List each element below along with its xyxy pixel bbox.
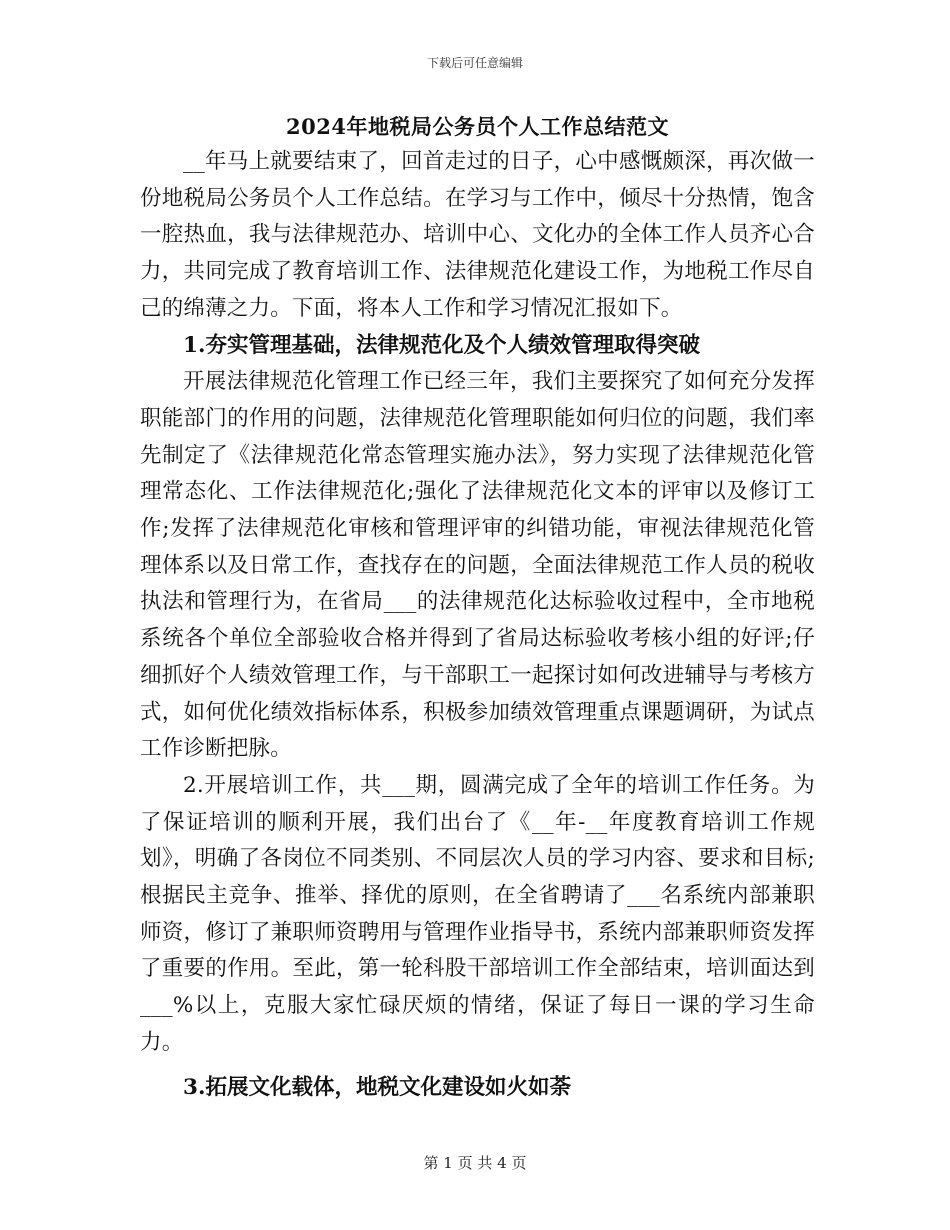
- page-number: 第 1 页 共 4 页: [423, 1154, 527, 1172]
- section-2-paragraph: 2.开展培训工作，共___期，圆满完成了全年的培训工作任务。为了保证培训的顺利开展，我们出台了《__年-__年度教育培训工作规划》，明确了各岗位不同类别、不同层次人员的学习内容、要求和目标;根据民主竞争、推举、择优的原则，在全省聘请了___名系统内部兼职师资，修订了兼职师资聘用与管理作业指导书，系统内部兼职师资发挥了重要的作用。至此，第一轮科股干部培训工作全部结束，培训面达到___%以上，克服大家忙碌厌烦的情绪，保证了每日一课的学习生命力。: [140, 772, 815, 1055]
- section-1-paragraph: 开展法律规范化管理工作已经三年，我们主要探究了如何充分发挥职能部门的作用的问题，法律规范化管理职能如何归位的问题，我们率先制定了《法律规范化常态管理实施办法》，努力实现了法律规范化管理常态化、工作法律规范化;强化了法律规范化文本的评审以及修订工作;发挥了法律规范化审核和管理评审的纠错功能，审视法律规范化管理体系以及日常工作，查找存在的问题，全面法律规范工作人员的税收执法和管理行为，在省局___的法律规范化达标验收过程中，全市地税系统各个单位全部验收合格并得到了省局达标验收考核小组的好评;仔细抓好个人绩效管理工作，与干部职工一起探讨如何改进辅导与考核方式，如何优化绩效指标体系，积极参加绩效管理重点课题调研，为试点工作诊断把脉。: [140, 369, 815, 762]
- section-1-heading: 1.夯实管理基础，法律规范化及个人绩效管理取得突破: [183, 332, 700, 358]
- document-title: 2024年地税局公务员个人工作总结范文: [286, 114, 669, 139]
- intro-paragraph: __年马上就要结束了，回首走过的日子，心中感慨颇深，再次做一份地税局公务员个人工作总结。在学习与工作中，倾尽十分热情，饱含一腔热血，我与法律规范办、培训中心、文化办的全体工作人员齐心合力，共同完成了教育培训工作、法律规范化建设工作，为地税工作尽自己的绵薄之力。下面，将本人工作和学习情况汇报如下。: [140, 149, 815, 321]
- document-body: [140, 112, 815, 1106]
- download-note: 下载后可任意编辑: [426, 56, 523, 70]
- section-3-heading: 3.拓展文化载体，地税文化建设如火如荼: [183, 1074, 571, 1100]
